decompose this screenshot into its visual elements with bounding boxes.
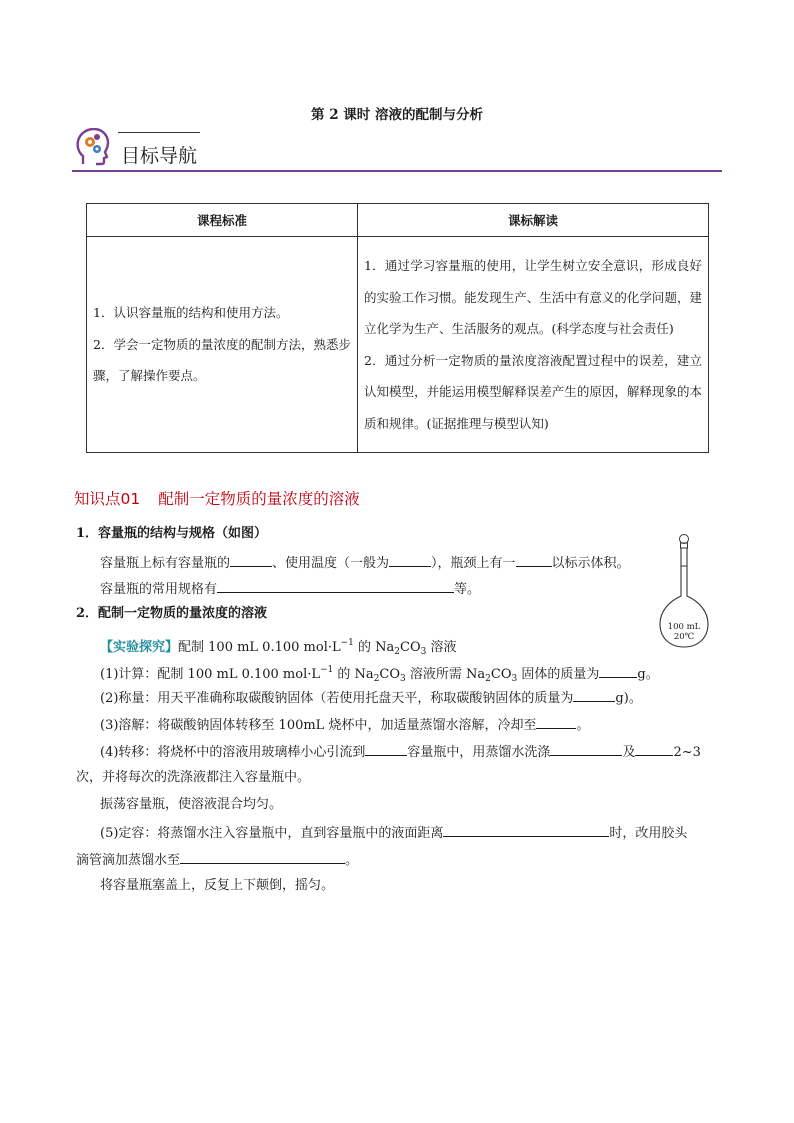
section-name: 配制一定物质的量浓度的溶液 (158, 490, 360, 508)
item1-line2: 容量瓶的常用规格有 等。 (100, 578, 480, 600)
answer-blank[interactable] (180, 849, 345, 864)
answer-blank[interactable] (550, 741, 622, 756)
step-transfer: (4)转移：将烧杯中的溶液用玻璃棒小心引流到 容量瓶中，用蒸馏水洗涤 及 2~3 (100, 741, 701, 763)
table-row (87, 237, 709, 453)
item1-heading: 1．容量瓶的结构与规格（如图） (76, 526, 268, 541)
answer-blank[interactable] (599, 663, 637, 678)
standard-cell (87, 237, 358, 453)
header-standard: 课程标准 (87, 204, 358, 237)
step-calc: (1)计算：配制 100 mL 0.100 $mol\cdot L^{-1}$ 的 $Na_2CO_3$ 溶液所需 $Na_2CO_3$ 固体的质量为 g。 (100, 665, 659, 684)
goals-table (86, 203, 709, 453)
step-shake: 振荡容量瓶，使溶液混合均匀。 (100, 797, 283, 812)
interpretation-item: 1．通过学习容量瓶的使用，让学生树立安全意识，形成良好的实验工作习惯。能发现生产、生活中有意义的化学问题，建立化学为生产、生活服务的观点。(科学态度与社会责任) (364, 258, 702, 336)
volumetric-flask-icon (654, 532, 714, 650)
flask-volume-label: 100 mL (667, 622, 701, 632)
standard-item: 1．认识容量瓶的结构和使用方法。 (93, 305, 289, 321)
answer-blank[interactable] (635, 741, 673, 756)
head-gears-icon (76, 128, 110, 166)
lesson-title: 第 2 课时 溶液的配制与分析 (311, 107, 483, 123)
nav-decor-line (118, 132, 200, 133)
standard-item: 2．学会一定物质的量浓度的配制方法，熟悉步骤，了解操作要点。 (93, 336, 351, 384)
table-header-row (87, 204, 709, 237)
answer-blank[interactable] (230, 552, 272, 567)
step-weigh: (2)称量：用天平准确称取碳酸钠固体（若使用托盘天平，称取碳酸钠固体的质量为 g)。 (100, 687, 642, 709)
nav-divider (72, 170, 722, 172)
answer-blank[interactable] (443, 822, 609, 837)
interpretation-item: 2．通过分析一定物质的量浓度溶液配置过程中的误差，建立认知模型，并能运用模型解释误差产生的原因，解释现象的本质和规律。(证据推理与模型认知) (364, 352, 702, 431)
interpretation-cell (358, 237, 709, 453)
explore-line: 【实验探究】配制 100 mL 0.100 $mol\cdot L^{-1}$ 的 $Na_2CO_3$ 溶液 (100, 638, 457, 657)
step-invert: 将容量瓶塞盖上，反复上下颠倒，摇匀。 (100, 878, 335, 893)
answer-blank[interactable] (536, 714, 576, 729)
answer-blank[interactable] (573, 687, 615, 702)
flask-temp-label: 20℃ (673, 632, 695, 642)
step-dissolve: (3)溶解：将碳酸钠固体转移至 100mL 烧杯中，加适量蒸馏水溶解，冷却至 。 (100, 714, 589, 736)
section-label: 知识点01 (74, 490, 141, 508)
explore-tag: 【实验探究】 (100, 640, 179, 655)
step-fix-volume-cont: 滴管滴加蒸馏水至 。 (76, 849, 358, 871)
step-transfer-cont: 次，并将每次的洗涤液都注入容量瓶中。 (76, 770, 311, 785)
answer-blank[interactable] (365, 741, 407, 756)
answer-blank[interactable] (516, 552, 552, 567)
answer-blank[interactable] (389, 552, 431, 567)
answer-blank[interactable] (217, 578, 454, 593)
header-interpretation: 课标解读 (358, 204, 709, 237)
item1-line1: 容量瓶上标有容量瓶的 、使用温度（一般为 ），瓶颈上有一 以标示体积。 (100, 552, 630, 574)
step-fix-volume: (5)定容：将蒸馏水注入容量瓶中，直到容量瓶中的液面距离 时，改用胶头 (100, 822, 687, 844)
item2-heading: 2．配制一定物质的量浓度的溶液 (76, 606, 268, 621)
nav-title: 目标导航 (121, 145, 198, 167)
section-title (74, 487, 360, 509)
